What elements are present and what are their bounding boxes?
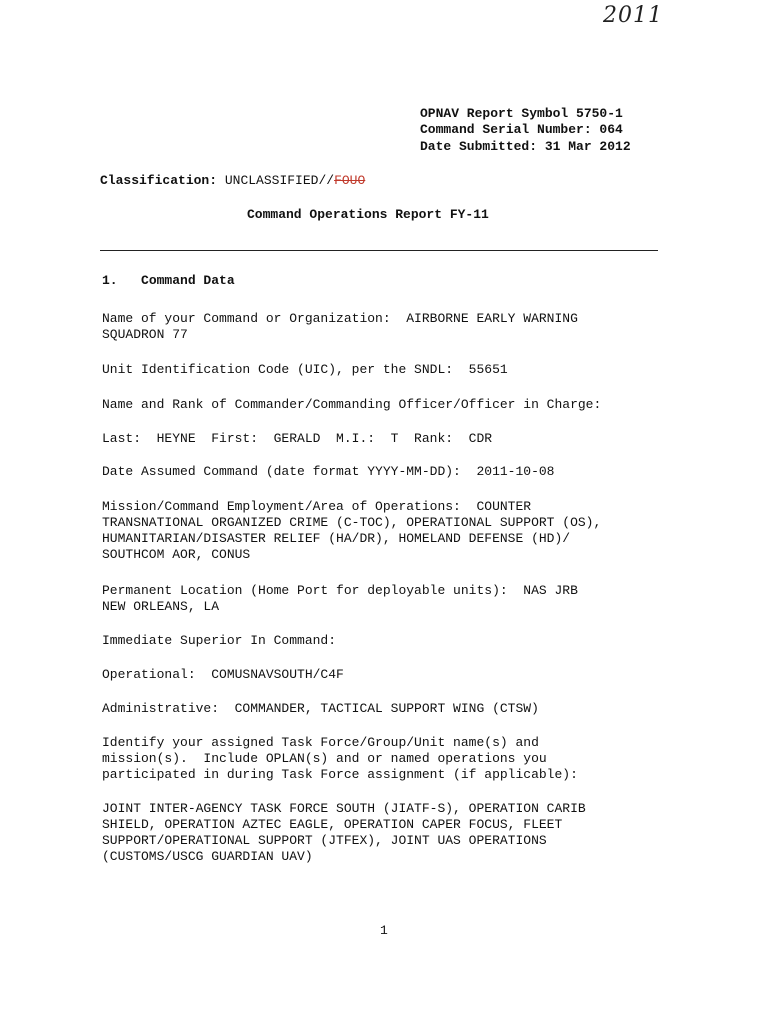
report-title: Command Operations Report FY-11: [247, 207, 489, 222]
classification-line: [100, 173, 365, 189]
task-force-answer: JOINT INTER-AGENCY TASK FORCE SOUTH (JIATF-S), OPERATION CARIB SHIELD, OPERATION AZTEC EAGLE, OPERATION CAPER FOCUS, FLEET SUPPORT/OPERATIONAL SUPPORT (JTFEX), JOINT UAS OPERATIONS (CUSTOMS/USCG GUARDIAN UAV): [102, 801, 586, 864]
permanent-location-field: Permanent Location (Home Port for deployable units): NAS JRB NEW ORLEANS, LA: [102, 583, 578, 614]
report-symbol: OPNAV Report Symbol 5750-1: [420, 106, 623, 121]
uic-field: Unit Identification Code (UIC), per the SNDL: 55651: [102, 362, 508, 377]
operational-field: Operational: COMUSNAVSOUTH/C4F: [102, 667, 344, 682]
classification-label: Classification:: [100, 173, 218, 188]
page-number: 1: [380, 923, 388, 938]
superior-heading: Immediate Superior In Command:: [102, 633, 337, 648]
handwritten-year-note: 2011: [603, 3, 663, 28]
section-number: 1.: [102, 273, 118, 288]
commander-name-field: Last: HEYNE First: GERALD M.I.: T Rank: CDR: [102, 431, 493, 446]
date-submitted: Date Submitted: 31 Mar 2012: [420, 139, 631, 154]
commander-heading: Name and Rank of Commander/Commanding Officer/Officer in Charge:: [102, 397, 602, 412]
classification-struck-marking: FOUO: [334, 173, 366, 188]
section-heading: [102, 273, 235, 289]
classification-value: UNCLASSIFIED//: [224, 173, 335, 188]
horizontal-divider: [100, 250, 658, 251]
command-serial-number: Command Serial Number: 064: [420, 122, 623, 137]
task-force-question: Identify your assigned Task Force/Group/Unit name(s) and mission(s). Include OPLAN(s) and or named operations you participated in during Task Force assignment (if applicable):: [102, 735, 578, 782]
command-name-field: Name of your Command or Organization: AIRBORNE EARLY WARNING SQUADRON 77: [102, 311, 578, 342]
administrative-field: Administrative: COMMANDER, TACTICAL SUPPORT WING (CTSW): [102, 701, 539, 716]
date-assumed-field: Date Assumed Command (date format YYYY-MM-DD): 2011-10-08: [102, 464, 555, 479]
section-title: Command Data: [141, 273, 235, 288]
mission-field: Mission/Command Employment/Area of Operations: COUNTER TRANSNATIONAL ORGANIZED CRIME (C-TOC), OPERATIONAL SUPPORT (OS), HUMANITARIAN/DISASTER RELIEF (HA/DR), HOMELAND DEFENSE (HD)/ SOUTHCOM AOR, CONUS: [102, 499, 602, 562]
